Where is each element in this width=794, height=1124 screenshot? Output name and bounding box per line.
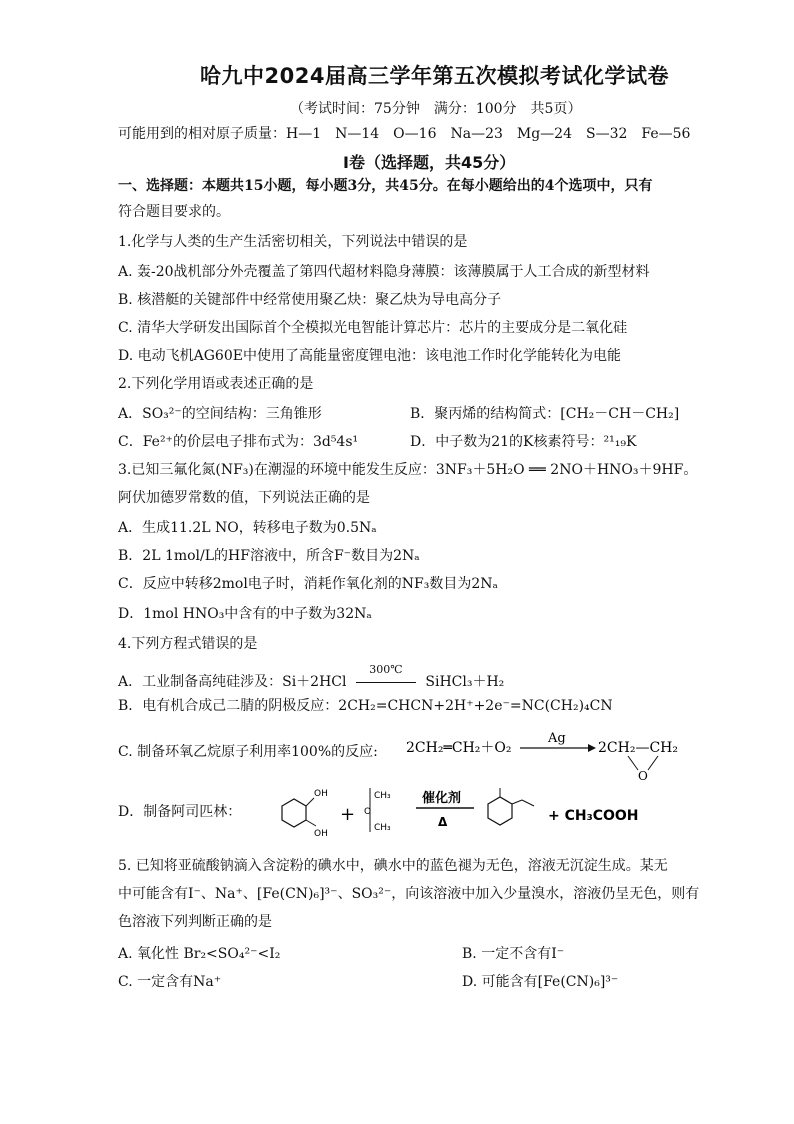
- q4-c-catalyst: Ag: [548, 731, 566, 746]
- q4-a-arrow: [355, 663, 417, 692]
- q4-option-a: [118, 663, 505, 692]
- exam-subtitle: （考试时间：75分钟 满分：100分 共5页）: [290, 101, 582, 117]
- q2-stem: 2.下列化学用语或表述正确的是: [118, 376, 314, 392]
- q5-option-a: A. 氧化性 Br₂<SO₄²⁻<I₂: [118, 946, 281, 962]
- anhydride-ch3-bottom: CH₃: [374, 823, 391, 833]
- q1-option-a: A. 轰-20战机部分外壳覆盖了第四代超材料隐身薄膜：该薄膜属于人工合成的新型材料: [118, 264, 650, 280]
- plus-sign: +: [340, 804, 356, 825]
- q4-c-arrowhead: [588, 744, 596, 752]
- salicylic-oh-bond: [306, 798, 314, 806]
- q1-option-c: C. 清华大学研发出国际首个全模拟光电智能计算芯片：芯片的主要成分是二氧化硅: [118, 320, 628, 336]
- q3-stem-cont: 阿伏加德罗常数的值，下列说法正确的是: [118, 490, 370, 506]
- section-instructions: 一、选择题：本题共15小题，每小题3分，共45分。在每小题给出的4个选项中，只有: [118, 178, 653, 194]
- salicylic-acid-ring: [282, 799, 306, 827]
- q5-option-b: B. 一定不含有I⁻: [462, 946, 565, 962]
- q4-c-reactants: 2CH₂═CH₂＋O₂: [406, 740, 512, 756]
- q3-stem: 3.已知三氟化氮(NF₃)在潮湿的环境中能发生反应：3NF₃＋5H₂O ══ 2NO＋HNO₃＋9HF。: [118, 462, 698, 478]
- q5-stem-cont2: 色溶液下列判断正确的是: [118, 914, 272, 930]
- q4-d-byproduct: + CH₃COOH: [548, 808, 639, 824]
- aspirin-ring: [488, 797, 512, 825]
- exam-title: 哈九中2024届高三学年第五次模拟考试化学试卷: [200, 64, 669, 88]
- q4-d-heat: Δ: [438, 815, 448, 829]
- q3-option-a: A．生成11.2L NO，转移电子数为0.5Nₐ: [118, 520, 377, 536]
- q2-option-b: [410, 404, 679, 424]
- epoxide-bond-left: [628, 756, 638, 770]
- potassium-nuclide-symbol: ²¹₁₉K: [603, 434, 637, 450]
- salicylic-cooh-bond: [306, 820, 316, 826]
- q2-option-c: C．Fe²⁺的价层电子排布式为：3d⁵4s¹: [118, 434, 359, 450]
- ethylene-oxide-reaction: [400, 728, 680, 784]
- q4-d-catalyst: 催化剂: [422, 791, 462, 806]
- epoxide-oxygen: O: [638, 769, 648, 783]
- q2-option-d: [410, 432, 636, 452]
- q5-option-d: D. 可能含有[Fe(CN)₆]³⁻: [462, 974, 619, 990]
- q1-option-d: D. 电动飞机AG60E中使用了高能量密度锂电池：该电池工作时化学能转化为电能: [118, 348, 621, 364]
- epoxide-bond-right: [648, 756, 658, 770]
- q4-option-d: D．制备阿司匹林：: [118, 804, 242, 820]
- q3-option-b: B．2L 1mol/L的HF溶液中，所含F⁻数目为2Nₐ: [118, 548, 420, 564]
- q3-option-c: C．反应中转移2mol电子时，消耗作氧化剂的NF₃数目为2Nₐ: [118, 576, 498, 592]
- q4-c-product: 2CH₂—CH₂: [598, 740, 678, 756]
- q2-option-a: A．SO₃²⁻的空间结构：三角锥形: [118, 406, 322, 422]
- polypropylene-formula: [CH₂－CH－CH₂]: [560, 406, 680, 422]
- anhydride-ch3-top: CH₃: [374, 791, 391, 801]
- q5-stem: 5. 已知将亚硫酸钠滴入含淀粉的碘水中，碘水中的蓝色褪为无色，溶液无沉淀生成。某无: [118, 858, 668, 874]
- q5-option-c: C. 一定含有Na⁺: [118, 974, 222, 990]
- q2-option-d-label: D．中子数为21的K核素符号：: [410, 434, 604, 450]
- q4-option-c: C. 制备环氧乙烷原子利用率100%的反应:: [118, 744, 378, 760]
- q5-stem-cont: 中可能含有I⁻、Na⁺、[Fe(CN)₆]³⁻、SO₃²⁻，向该溶液中加入少量溴水，溶液仍呈无色，则有: [118, 886, 700, 902]
- salicylic-cooh: OH: [314, 829, 328, 839]
- q1-option-b: B. 核潜艇的关键部件中经常使用聚乙炔：聚乙炔为导电高分子: [118, 292, 502, 308]
- aspirin-ester-bond: [512, 800, 522, 804]
- section-instructions-cont: 符合题目要求的。: [118, 204, 230, 220]
- q4-option-b: B．电有机合成己二腈的阴极反应：2CH₂=CHCN+2H⁺+2e⁻=NC(CH₂)₄CN: [118, 698, 613, 714]
- q3-option-d: D．1mol HNO₃中含有的中子数为32Nₐ: [118, 606, 372, 622]
- q2-option-b-label: B．聚丙烯的结构简式：: [410, 406, 561, 422]
- section-title: I卷（选择题，共45分）: [343, 153, 516, 172]
- q4-option-a-label: A．工业制备高纯硅涉及：Si＋2HCl: [118, 674, 347, 690]
- q4-a-condition: 300℃: [369, 663, 403, 676]
- atomic-masses: 可能用到的相对原子质量：H—1 N—14 O—16 Na—23 Mg—24 S—32 Fe—56: [118, 126, 691, 142]
- aspirin-acetyl-bond: [522, 800, 534, 806]
- aspirin-synthesis-scheme: [260, 780, 680, 842]
- anhydride-o: O: [364, 807, 372, 817]
- q1-stem: 1.化学与人类的生产生活密切相关，下列说法中错误的是: [118, 234, 468, 250]
- salicylic-oh: OH: [314, 789, 328, 799]
- q4-stem: 4.下列方程式错误的是: [118, 636, 258, 652]
- q4-a-product: SiHCl₃＋H₂: [425, 674, 505, 690]
